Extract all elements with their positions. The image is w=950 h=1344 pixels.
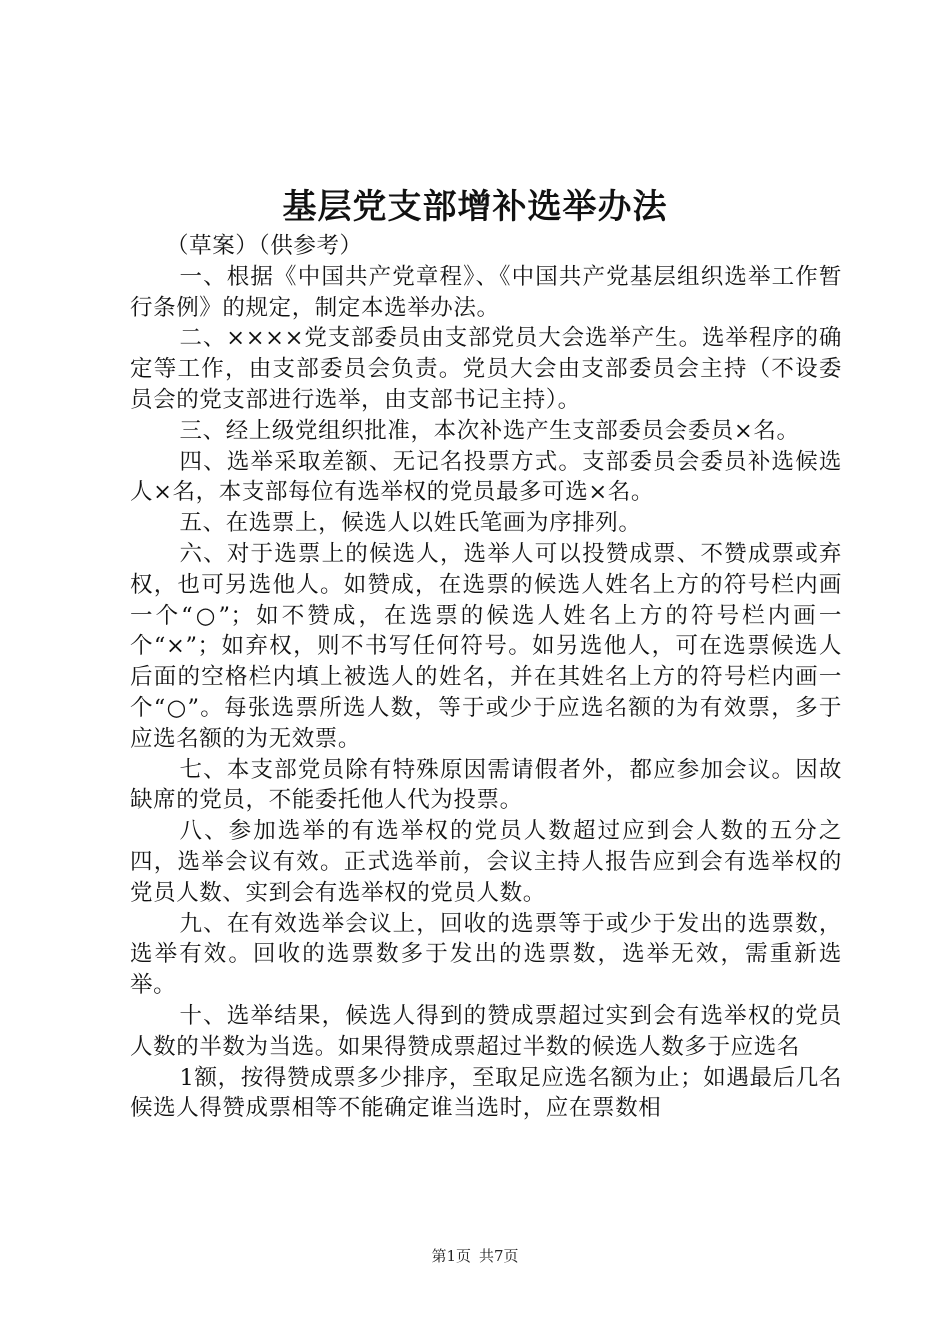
article-3: 三、经上级党组织批准，本次补选产生支部委员会委员×名。 [179, 417, 800, 444]
draft-note: （草案）（供参考） [166, 233, 363, 259]
article-2: 二、××××党支部委员由支部党员大会选举产生。选举程序的确定等工作，由支部委员会负责。党员大会由支部委员会主持（不设委员会的党支部进行选举，由支部书记主持）。 [130, 325, 842, 413]
article-6: 六、对于选票上的候选人，选举人可以投赞成票、不赞成票或弃权，也可另选他人。如赞成，在选票的候选人姓名上方的符号栏内画一个“○”；如不赞成，在选票的候选人姓名上方的符号栏内画一个“×”；如弃权，则不书写任何符号。如另选他人，可在选票候选人后面的空格栏内填上被选人的姓名，并在其姓名上方的符号栏内画一个“○”。每张选票所选人数，等于或少于应选名额的为有效票，多于应选名额的为无效票。 [130, 540, 842, 752]
article-4: 四、选举采取差额、无记名投票方式。支部委员会委员补选候选人×名，本支部每位有选举权的党员最多可选×名。 [130, 448, 842, 506]
article-7: 七、本支部党员除有特殊原因需请假者外，都应参加会议。因故缺席的党员，不能委托他人代为投票。 [130, 756, 842, 814]
article-5: 五、在选票上，候选人以姓氏笔画为序排列。 [179, 510, 642, 537]
article-9: 九、在有效选举会议上，回收的选票等于或少于发出的选票数，选举有效。回收的选票数多于发出的选票数，选举无效，需重新选举。 [130, 910, 842, 999]
page-total: 共7页 [479, 1247, 519, 1265]
page-number: 第1页 [431, 1247, 471, 1265]
article-10-continued: 1额，按得赞成票多少排序，至取足应选名额为止；如遇最后几名候选人得赞成票相等不能确定谁当选时，应在票数相 [130, 1064, 842, 1122]
article-1: 一、根据《中国共产党章程》、《中国共产党基层组织选举工作暂行条例》的规定，制定本选举办法。 [130, 263, 842, 321]
page-footer [0, 1246, 950, 1266]
article-8: 八、参加选举的有选举权的党员人数超过应到会人数的五分之四，选举会议有效。正式选举前，会议主持人报告应到会有选举权的党员人数、实到会有选举权的党员人数。 [130, 818, 842, 906]
document-title: 基层党支部增补选举办法 [282, 187, 668, 227]
document-body [130, 231, 842, 1124]
article-10: 十、选举结果，候选人得到的赞成票超过实到会有选举权的党员人数的半数为当选。如果得赞成票超过半数的候选人数多于应选名 [130, 1002, 842, 1060]
